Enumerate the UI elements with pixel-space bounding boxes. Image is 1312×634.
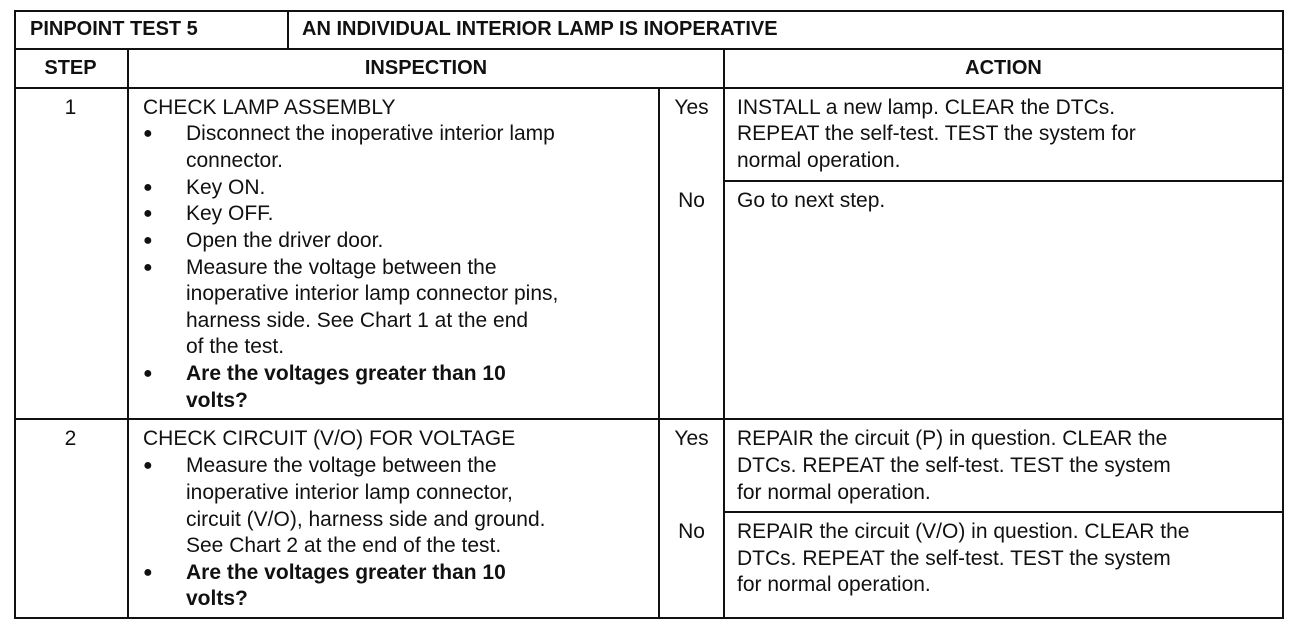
bullet-icon: ●: [143, 564, 153, 581]
action-line: normal operation.: [737, 149, 901, 172]
col-inspection-header: INSPECTION: [364, 57, 488, 79]
inspection-line: inoperative interior lamp connector pins,: [186, 282, 559, 305]
inspection-line: Open the driver door.: [186, 229, 384, 252]
action-line: for normal operation.: [737, 573, 931, 596]
rule-step-col: [127, 48, 129, 619]
rule-row1-answer-split: [723, 180, 1284, 182]
action-line: DTCs. REPEAT the self-test. TEST the system: [737, 454, 1171, 477]
action-line: REPEAT the self-test. TEST the system for: [737, 122, 1136, 145]
inspection-line: Measure the voltage between the: [186, 454, 497, 477]
action-line: REPAIR the circuit (V/O) in question. CLEAR the: [737, 520, 1190, 543]
inspection-line: of the test.: [186, 335, 285, 358]
answer-yes-label: Yes: [674, 96, 709, 119]
step-heading: CHECK LAMP ASSEMBLY: [143, 96, 396, 119]
inspection-line: Disconnect the inoperative interior lamp: [186, 122, 555, 145]
answer-no-label: No: [678, 189, 705, 212]
step-number: 2: [64, 427, 77, 450]
inspection-line: inoperative interior lamp connector,: [186, 481, 513, 504]
inspection-line: Measure the voltage between the: [186, 256, 497, 279]
inspection-line: See Chart 2 at the end of the test.: [186, 534, 502, 557]
inspection-question: volts?: [186, 389, 248, 412]
rule-below-columns: [14, 87, 1284, 89]
bullet-icon: ●: [143, 125, 153, 142]
rule-between-steps: [14, 418, 1284, 420]
answer-no-label: No: [678, 520, 705, 543]
action-line: Go to next step.: [737, 189, 886, 212]
action-line: REPAIR the circuit (P) in question. CLEAR the: [737, 427, 1168, 450]
bullet-icon: ●: [143, 457, 153, 474]
inspection-question: volts?: [186, 587, 248, 610]
action-line: INSTALL a new lamp. CLEAR the DTCs.: [737, 96, 1116, 119]
inspection-line: Key ON.: [186, 176, 266, 199]
inspection-line: circuit (V/O), harness side and ground.: [186, 508, 546, 531]
inspection-line: Key OFF.: [186, 202, 274, 225]
answer-yes-label: Yes: [674, 427, 709, 450]
step-heading: CHECK CIRCUIT (V/O) FOR VOLTAGE: [143, 427, 516, 450]
inspection-line: connector.: [186, 149, 283, 172]
rule-inspection-action: [723, 48, 725, 619]
inspection-question: Are the voltages greater than 10: [186, 362, 506, 385]
col-step-header: STEP: [44, 57, 97, 79]
bullet-icon: ●: [143, 179, 153, 196]
rule-top: [14, 10, 1284, 12]
test-title: AN INDIVIDUAL INTERIOR LAMP IS INOPERATIVE: [302, 18, 778, 40]
bullet-icon: ●: [143, 205, 153, 222]
inspection-line: harness side. See Chart 1 at the end: [186, 309, 529, 332]
col-action-header: ACTION: [965, 57, 1042, 79]
inspection-question: Are the voltages greater than 10: [186, 561, 506, 584]
bullet-icon: ●: [143, 232, 153, 249]
bullet-icon: ●: [143, 259, 153, 276]
rule-bottom: [14, 617, 1284, 619]
bullet-icon: ●: [143, 365, 153, 382]
test-id: PINPOINT TEST 5: [30, 18, 198, 40]
action-line: for normal operation.: [737, 481, 931, 504]
action-line: DTCs. REPEAT the self-test. TEST the system: [737, 547, 1171, 570]
rule-right: [1282, 10, 1284, 619]
rule-below-title: [14, 48, 1284, 50]
rule-title-split: [287, 10, 289, 48]
step-number: 1: [64, 96, 77, 119]
rule-row2-answer-split: [723, 511, 1284, 513]
